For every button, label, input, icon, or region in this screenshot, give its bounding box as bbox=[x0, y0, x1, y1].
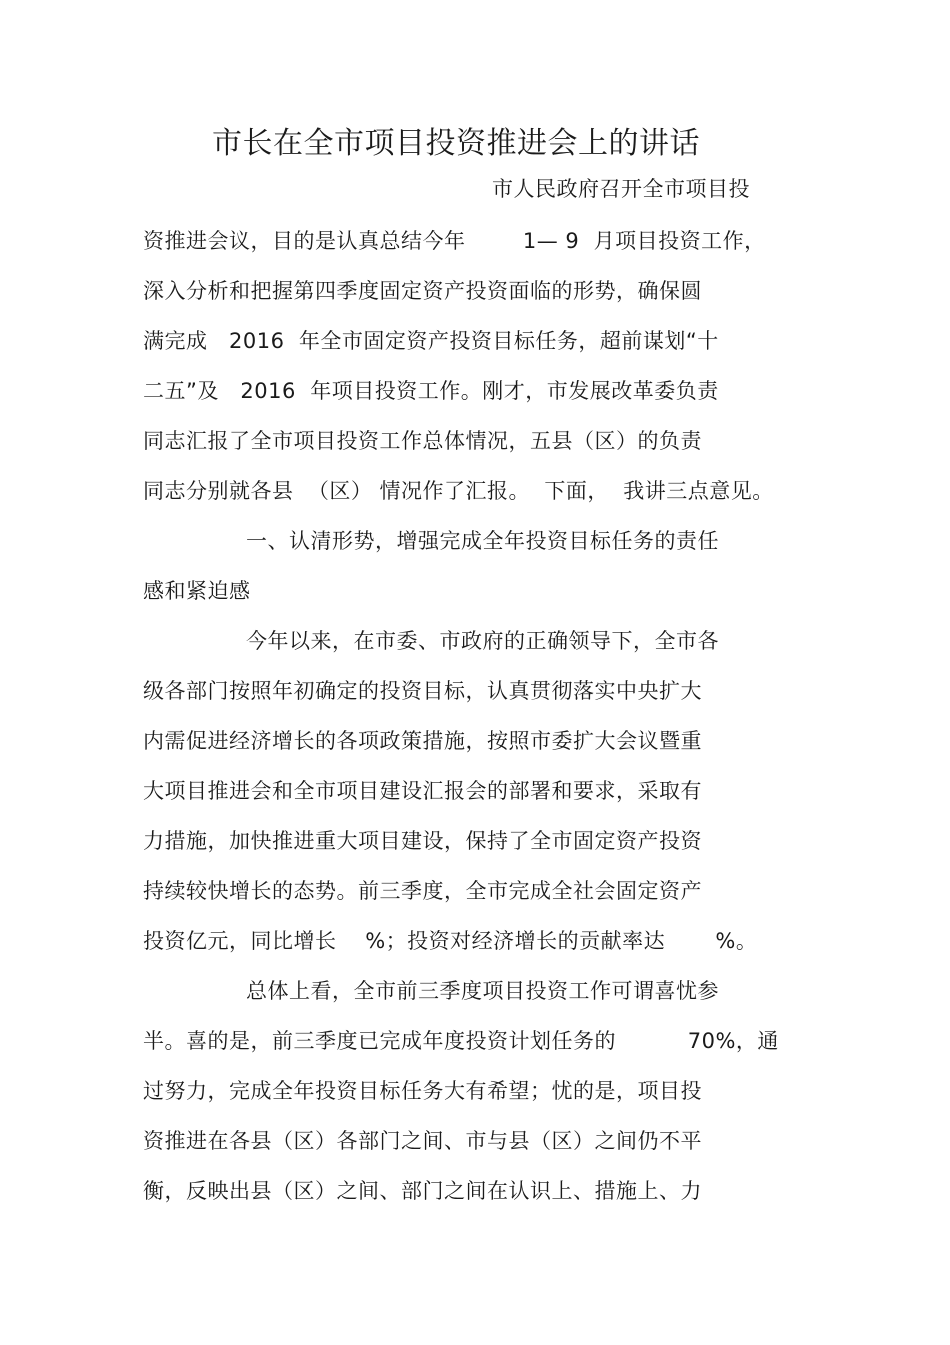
paragraph-line: 衡，反映出县（区）之间、部门之间在认识上、措施上、力 bbox=[143, 1179, 702, 1203]
paragraph-line: 同志汇报了全市项目投资工作总体情况，五县（区）的负责 bbox=[143, 429, 702, 453]
paragraph-line: 总体上看，全市前三季度项目投资工作可谓喜忧参 bbox=[246, 979, 719, 1003]
paragraph-line: 过努力，完成全年投资目标任务大有希望；忧的是，项目投 bbox=[143, 1079, 702, 1103]
paragraph-line: 级各部门按照年初确定的投资目标，认真贯彻落实中央扩大 bbox=[143, 679, 702, 703]
paragraph-line: 满完成 2016 年全市固定资产投资目标任务，超前谋划“十 bbox=[143, 329, 719, 353]
paragraph-line: 资推进会议，目的是认真总结今年 1— 9 月项目投资工作， bbox=[143, 229, 766, 253]
section-heading-line: 感和紧迫感 bbox=[143, 579, 251, 603]
paragraph-line: 资推进在各县（区）各部门之间、市与县（区）之间仍不平 bbox=[143, 1129, 702, 1153]
paragraph-line: 持续较快增长的态势。前三季度，全市完成全社会固定资产 bbox=[143, 879, 702, 903]
paragraph-line: 二五”及 2016 年项目投资工作。刚才，市发展改革委负责 bbox=[143, 379, 719, 403]
paragraph-line: 内需促进经济增长的各项政策措施，按照市委扩大会议暨重 bbox=[143, 729, 702, 753]
paragraph-line: 投资亿元，同比增长 %；投资对经济增长的贡献率达 %。 bbox=[143, 929, 758, 953]
paragraph-line: 力措施，加快推进重大项目建设，保持了全市固定资产投资 bbox=[143, 829, 702, 853]
paragraph-line: 市人民政府召开全市项目投 bbox=[492, 177, 750, 201]
document-title: 市长在全市项目投资推进会上的讲话 bbox=[212, 126, 700, 161]
paragraph-line: 今年以来，在市委、市政府的正确领导下，全市各 bbox=[246, 629, 719, 653]
section-heading-line: 一、认清形势，增强完成全年投资目标任务的责任 bbox=[246, 529, 719, 553]
paragraph-line: 大项目推进会和全市项目建设汇报会的部署和要求，采取有 bbox=[143, 779, 702, 803]
paragraph-line: 半。喜的是，前三季度已完成年度投资计划任务的 70%，通 bbox=[143, 1029, 779, 1053]
paragraph-line: 深入分析和把握第四季度固定资产投资面临的形势，确保圆 bbox=[143, 279, 702, 303]
paragraph-line: 同志分别就各县 （区） 情况作了汇报。 下面， 我讲三点意见。 bbox=[143, 479, 774, 503]
